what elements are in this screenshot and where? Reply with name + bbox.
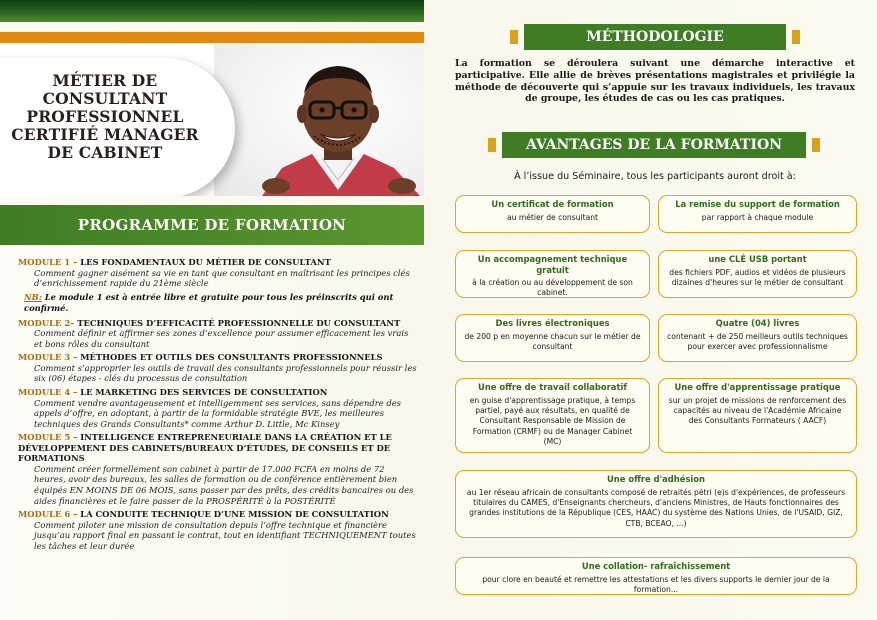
module-3-desc: Comment s’approprier les outils de travail des consultants professionnels pour réussir les six (06) étapes - clés du processus de consultation bbox=[34, 362, 417, 384]
module-1-heading bbox=[18, 257, 418, 268]
module-1-desc: Comment gagner aisément sa vie en tant que consultant en maîtrisant les principes clés d’enrichissement rapide du 21ème siècle bbox=[34, 267, 410, 289]
card-title: Une offre d'apprentissage pratique bbox=[674, 382, 841, 392]
module-list bbox=[18, 257, 418, 555]
card-title: une CLÉ USB portant bbox=[708, 254, 807, 264]
card-collaborative-work bbox=[455, 378, 650, 453]
module-2 bbox=[18, 318, 418, 350]
card-title: Une offre d'adhésion bbox=[606, 474, 706, 484]
top-orange-bar bbox=[0, 32, 424, 43]
module-3-label: MODULE 3 – bbox=[18, 352, 78, 363]
module-2-desc: Comment définir et affirmer ses zones d’excellence pour assumer efficacement les vrais et bons rôles du consultant bbox=[34, 328, 409, 349]
module-4-desc: Comment vendre avantageusement et intelligemment ses services, sans dépendre des appels d’offre, en adoptant, à partir de la formidable stratégie BVE, les meilleures techniques des Grands Consultants* comme Arthur D. Little, Mc Kinsey bbox=[34, 397, 401, 429]
card-desc: par rapport à chaque module bbox=[701, 212, 814, 222]
banner-square-right bbox=[812, 138, 820, 152]
card-desc: de 200 p en moyenne chacun sur le métier de consultant bbox=[464, 331, 641, 351]
card-books bbox=[658, 314, 857, 362]
module-1-label: MODULE 1 – bbox=[18, 257, 78, 267]
module-3-title: MÉTHODES ET OUTILS DES CONSULTANTS PROFESSIONNELS bbox=[80, 352, 383, 363]
card-support bbox=[658, 195, 857, 233]
program-header bbox=[0, 205, 424, 245]
module-2-label: MODULE 2– bbox=[18, 317, 75, 328]
card-membership bbox=[455, 470, 857, 538]
methodology-title: MÉTHODOLOGIE bbox=[586, 29, 724, 45]
presenter-portrait bbox=[252, 50, 424, 196]
module-3 bbox=[18, 352, 418, 384]
card-usb-key bbox=[658, 250, 857, 298]
module-4-title: LE MARKETING DES SERVICES DE CONSULTATION bbox=[80, 387, 328, 398]
banner-square-left bbox=[510, 30, 518, 44]
card-accompaniment bbox=[455, 250, 650, 298]
card-ebooks bbox=[455, 314, 650, 362]
module-4-heading bbox=[18, 387, 418, 398]
module-2-title: TECHNIQUES D’EFFICACITÉ PROFESSIONNELLE DU CONSULTANT bbox=[77, 317, 401, 328]
card-title: Des livres électroniques bbox=[495, 318, 610, 328]
module-5 bbox=[18, 432, 418, 506]
methodology-text: La formation se déroulera suivant une démarche interactive et participative. Elle allie de brèves présentations magistrales et privilégie la méthode de découverte qui s’appuie sur les travaux individuels, les travaux de groupe, les études de cas ou les cas pratiques. bbox=[455, 58, 855, 105]
note bbox=[18, 292, 418, 314]
module-3-heading bbox=[18, 352, 418, 363]
module-4 bbox=[18, 387, 418, 429]
title-bubble bbox=[0, 58, 235, 196]
module-6 bbox=[18, 509, 418, 551]
card-desc: contenant + de 250 meilleurs outils techniques pour exercer avec professionnalisme bbox=[667, 331, 848, 351]
module-2-heading bbox=[18, 318, 418, 329]
card-title: La remise du support de formation bbox=[675, 199, 840, 209]
card-desc: en guise d'apprentissage pratique, à temps partiel, payé aux résultats, en qualité de Consultant Responsable de Mission de Formation (CRMF) ou de Manager Cabinet (MC) bbox=[469, 395, 636, 447]
module-4-label: MODULE 4 – bbox=[18, 387, 78, 398]
banner-square-left bbox=[488, 138, 496, 152]
module-5-heading bbox=[18, 432, 418, 464]
card-desc: pour clore en beauté et remettre les attestations et les divers supports le dernier jour de la formation... bbox=[482, 574, 830, 594]
module-6-desc: Comment piloter une mission de consultation depuis l’offre technique et financière jusqu’au rapport final en passant le contrat, tout en identifiant TECHNIQUEMENT toutes les tâches et leur durée bbox=[34, 519, 416, 551]
banner-square-right bbox=[792, 30, 800, 44]
program-header-title: PROGRAMME DE FORMATION bbox=[77, 216, 347, 234]
module-1-title: LES FONDAMENTAUX DU MÉTIER DE CONSULTANT bbox=[80, 257, 331, 267]
module-6-heading bbox=[18, 509, 418, 520]
module-5-title: INTELLIGENCE ENTREPRENEURIALE DANS LA CRÉATION ET LE DÉVELOPPEMENT DES CABINETS/BUREAUX D’ÉTUDES, DE CONSEILS ET DE FORMATIONS bbox=[18, 432, 392, 464]
card-title: Un certificat de formation bbox=[491, 199, 614, 209]
card-title: Une offre de travail collaboratif bbox=[478, 382, 627, 392]
hero-title: MÉTIER DE CONSULTANT PROFESSIONNEL CERTIFIÉ MANAGER DE CABINET bbox=[11, 71, 199, 162]
advantages-intro: À l’issue du Séminaire, tous les participants auront droit à: bbox=[514, 171, 796, 182]
advantages-title: AVANTAGES DE LA FORMATION bbox=[526, 137, 782, 153]
module-6-title: LA CONDUITE TECHNIQUE D’UNE MISSION DE CONSULTATION bbox=[80, 509, 389, 520]
module-1 bbox=[18, 257, 418, 289]
card-desc: au 1er réseau africain de consultants composé de retraités pétri (e)s d'expériences, de professeurs titulaires du CAMES, d'Enseignants chercheurs, d'anciens Ministres, de Hauts fonctionnaires des grandes institutions de la République (CES, HAAC) du système des Nations Unies, de l'USAID, GIZ, CTB, BCEAO, ...) bbox=[466, 487, 846, 528]
advantages-banner bbox=[502, 132, 806, 158]
card-desc: au métier de consultant bbox=[506, 212, 599, 222]
note-label: NB: bbox=[24, 291, 42, 302]
note-text: Le module 1 est à entrée libre et gratuite pour tous les préinscrits qui ont confirmé. bbox=[24, 291, 394, 313]
card-apprenticeship bbox=[658, 378, 857, 453]
card-refreshment bbox=[455, 557, 857, 595]
module-5-desc: Comment créer formellement son cabinet à partir de 17.000 FCFA en moins de 72 heures, avoir des bureaux, les salles de formation ou de conférence entièrement bien équipés EN MOINS DE 06 MOIS, sans passer par des prêts, des crédits bancaires ou des aides financières et le faire passer de la PROSPÉRITÉ à la POSTÉRITÉ bbox=[34, 463, 414, 506]
top-green-bar bbox=[0, 0, 424, 22]
methodology-banner bbox=[524, 24, 786, 50]
card-desc: sur un projet de missions de renforcement des capacités au niveau de l'Académie Africaine des Consultants Formateurs ( AACF) bbox=[668, 395, 847, 426]
module-6-label: MODULE 6 – bbox=[18, 509, 78, 520]
card-title: Un accompagnement technique gratuit bbox=[477, 254, 628, 275]
card-title: Quatre (04) livres bbox=[715, 318, 800, 328]
card-desc: des fichiers PDF, audios et vidéos de plusieurs dizaines d'heures sur le métier de consultant bbox=[669, 267, 846, 287]
module-5-label: MODULE 5 – bbox=[18, 432, 78, 443]
card-desc: à la création ou au développement de son cabinet. bbox=[472, 278, 633, 298]
card-certificate bbox=[455, 195, 650, 233]
card-title: Une collation- rafraîchissement bbox=[581, 561, 731, 571]
